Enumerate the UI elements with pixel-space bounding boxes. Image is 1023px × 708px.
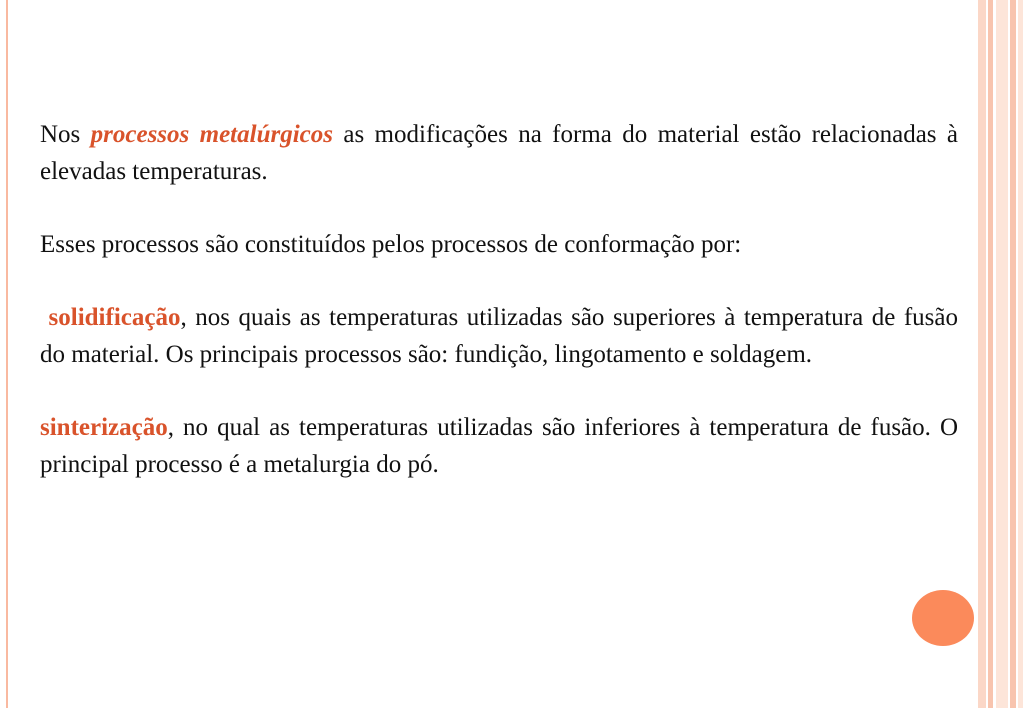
paragraph-body-text: Esses processos são constituídos pelos processos de conformação por:	[40, 231, 742, 258]
paragraph-spacer	[40, 263, 958, 299]
decorative-circle	[912, 590, 974, 646]
right-border-band	[978, 0, 986, 708]
right-border-band	[988, 0, 993, 708]
left-border-line	[6, 0, 8, 708]
right-border-band	[1010, 0, 1016, 708]
slide-body	[40, 116, 958, 483]
paragraph-body-text: , no qual as temperaturas utilizadas são inferiores à temperatura de fusão. O principal processo é a metalurgia do pó.	[40, 414, 958, 478]
right-border-band	[1018, 0, 1023, 708]
paragraph-body-text: , nos quais as temperaturas utilizadas são superiores à temperatura de fusão do material. Os principais processos são: fundição, lingotamento e soldagem.	[40, 304, 959, 368]
highlight-sinterizacao: sinterização	[40, 414, 168, 441]
paragraph-spacer	[40, 373, 958, 409]
paragraph-spacer	[40, 190, 958, 226]
highlight-solidificacao: solidificação	[48, 304, 181, 331]
highlight-processos-metalurgicos: processos metalúrgicos	[90, 121, 333, 148]
paragraph-lead-text: Nos	[40, 121, 91, 148]
paragraph-conformacao	[40, 226, 958, 263]
paragraph-sinterizacao	[40, 409, 958, 483]
paragraph-solidificacao	[40, 299, 958, 373]
right-border-band	[996, 0, 1008, 708]
paragraph-body-text: as modificações na forma do material estão relacionadas à elevadas temperaturas.	[40, 121, 958, 185]
paragraph-processos-metalurgicos	[40, 116, 958, 190]
